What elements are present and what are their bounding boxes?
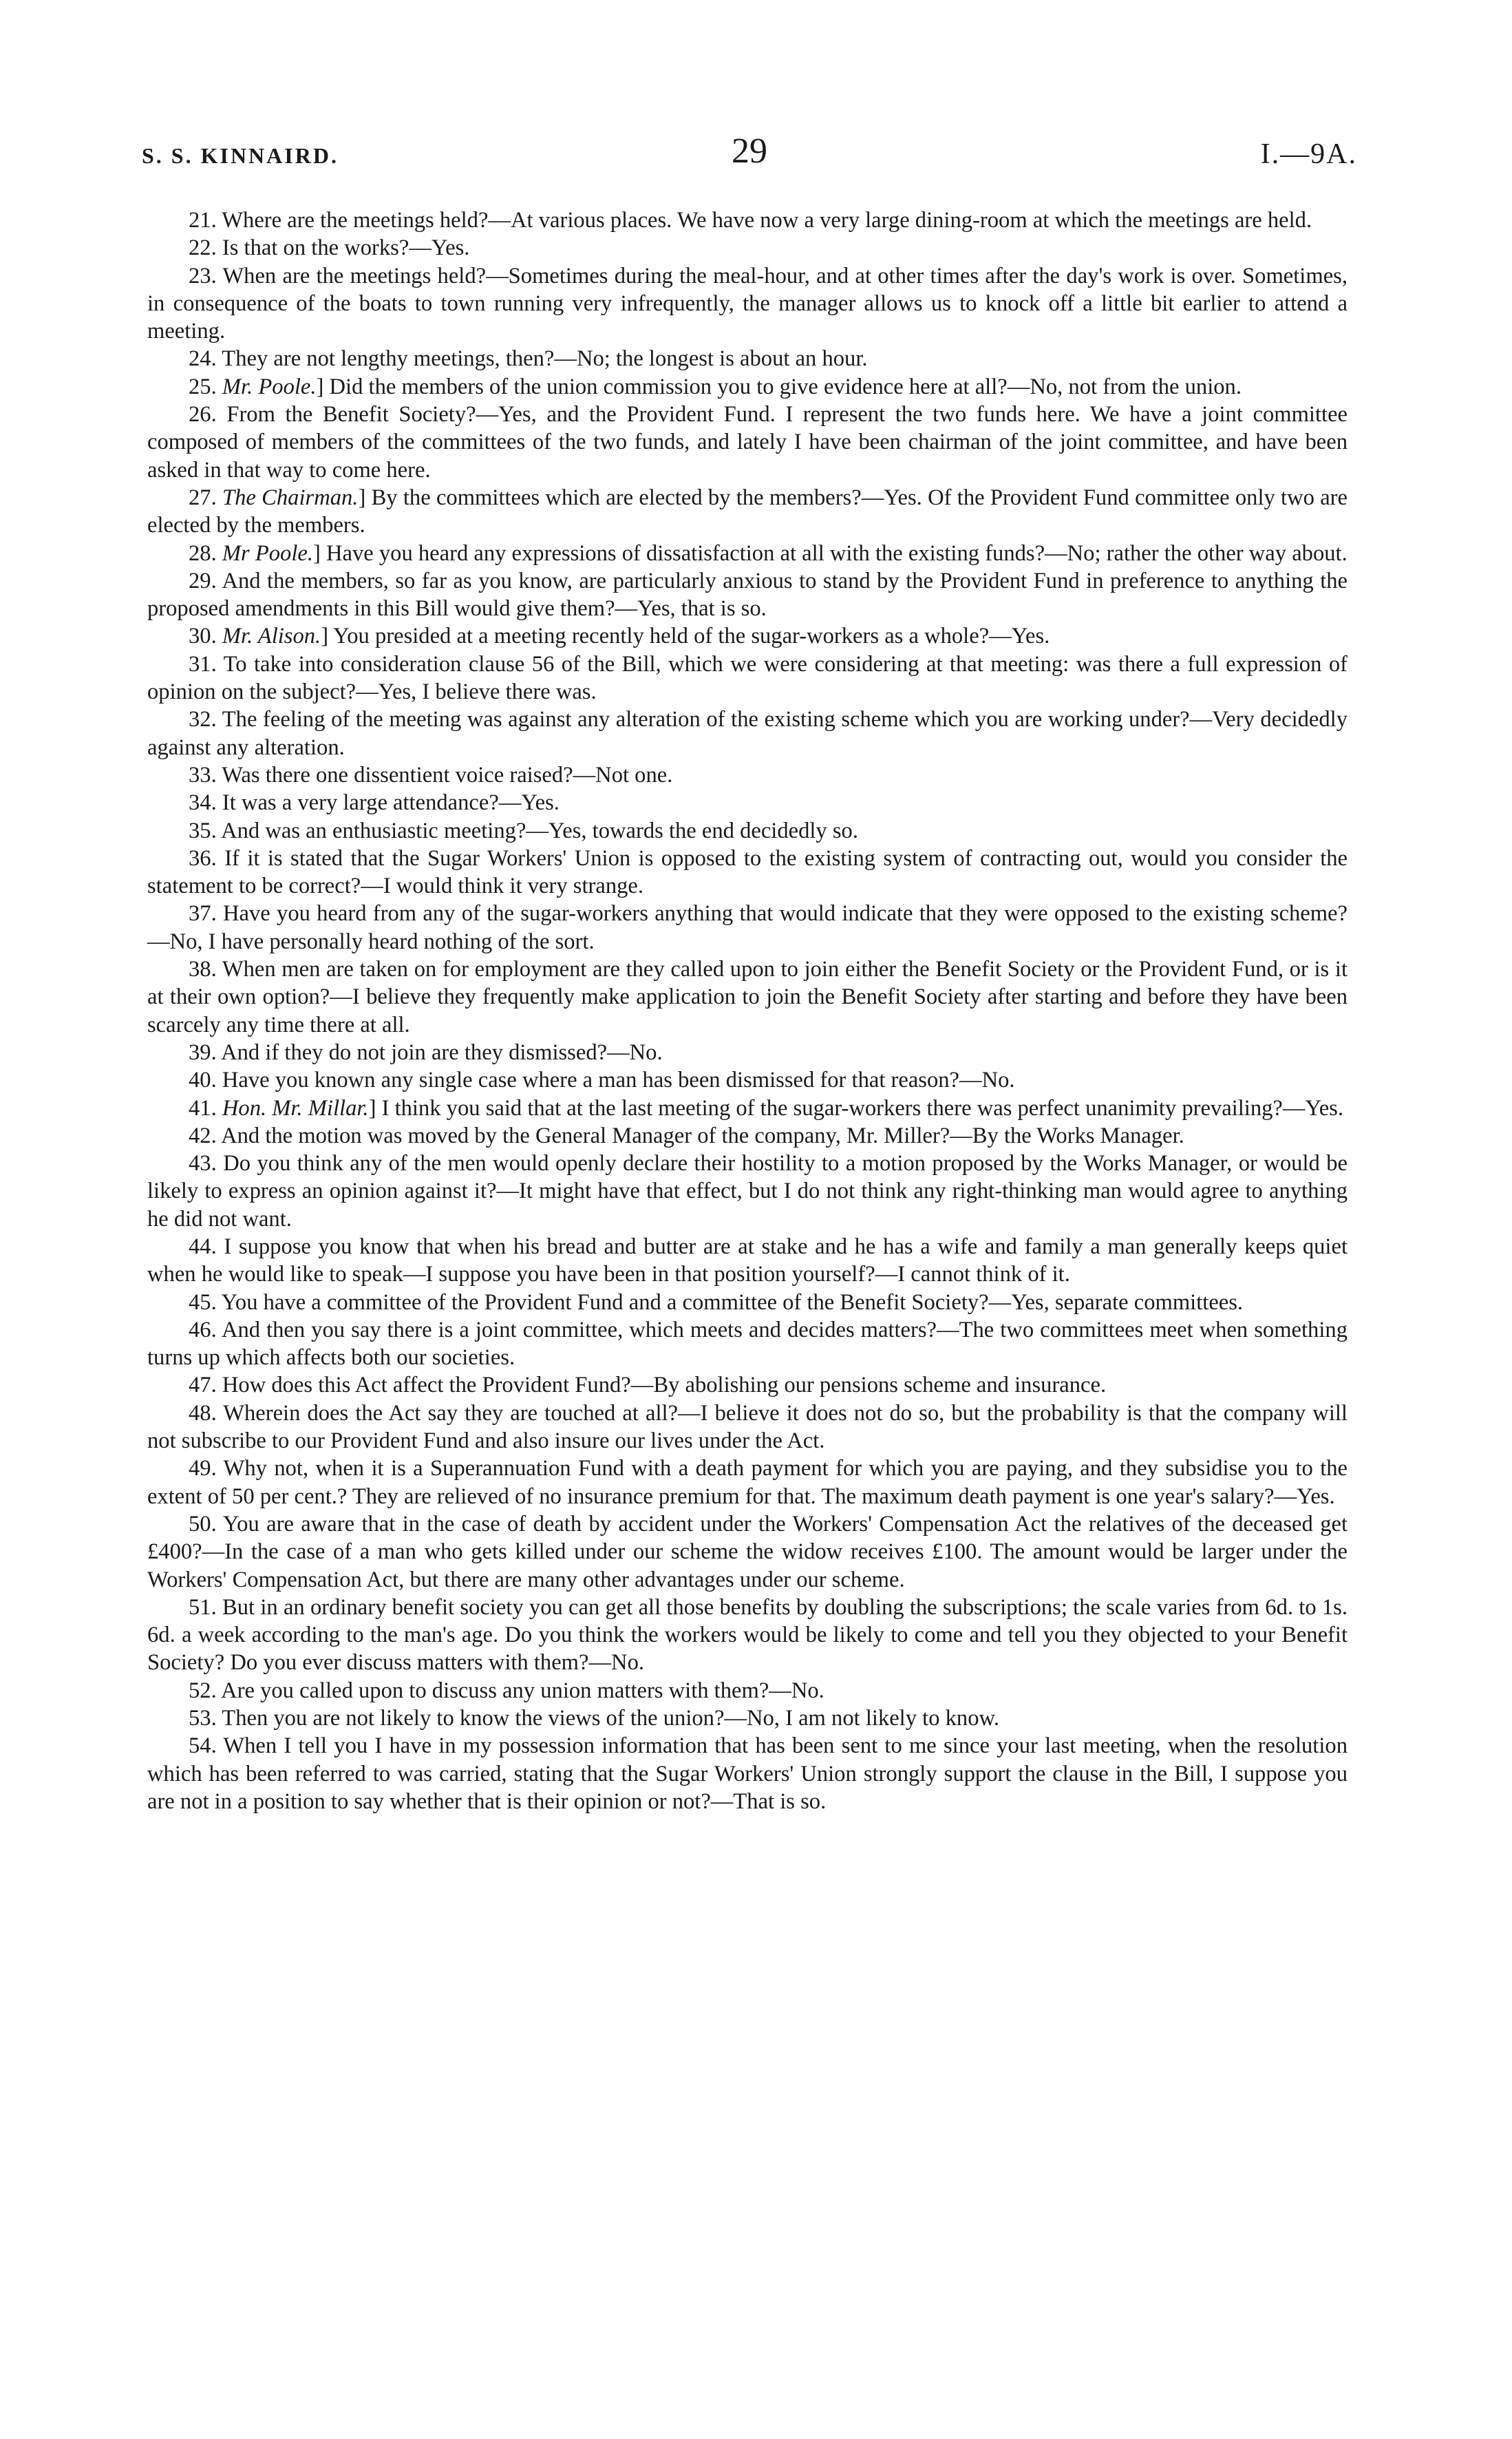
evidence-paragraph <box>147 651 1348 706</box>
question-number: 26. <box>189 402 217 427</box>
question-answer-text: And the members, so far as you know, are particularly anxious to stand by the Provident Fund in preference to anything the proposed amendments in this Bill would give them?—Yes, that is so. <box>147 568 1348 622</box>
speaker-name: Mr Poole. <box>222 540 313 566</box>
question-answer-text: Then you are not likely to know the views of the union?—No, I am not likely to know. <box>222 1706 1000 1731</box>
question-number: 35. <box>189 818 217 843</box>
evidence-paragraph <box>147 1455 1348 1510</box>
question-answer-text: Why not, when it is a Superannuation Fund with a death payment for which you are paying, and they subsidise you to the extent of 50 per cent.? They are relieved of no insurance premium for that. The maximum death payment is one year's salary?—Yes. <box>147 1456 1348 1509</box>
question-answer-text: When are the meetings held?—Sometimes during the meal-hour, and at other times after the day's work is over. Sometimes, in consequence of the boats to town running very infrequently, the manager allows us to knock off a little bit earlier to attend a meeting. <box>147 263 1348 344</box>
question-answer-text: ] Did the members of the union commission you to give evidence here at all?—No, not from the union. <box>316 374 1242 399</box>
evidence-paragraph <box>147 484 1348 540</box>
question-answer-text: Wherein does the Act say they are touched at all?—I believe it does not do so, but the probability is that the company will not subscribe to our Provident Fund and also insure our lives under the Act. <box>147 1400 1348 1454</box>
question-number: 40. <box>189 1068 217 1093</box>
question-answer-text: When men are taken on for employment are they called upon to join either the Benefit Society or the Provident Fund, or is it at their own option?—I believe they frequently make application to join the Benefit Society after starting and before they have been scarcely any time there at all. <box>147 957 1348 1037</box>
question-answer-text: Where are the meetings held?—At various places. We have now a very large dining-room at which the meetings are held. <box>222 208 1312 233</box>
evidence-paragraph <box>147 1289 1348 1316</box>
evidence-paragraph <box>147 761 1348 789</box>
witness-name: S. S. KINNAIRD. <box>142 143 339 168</box>
evidence-paragraph <box>147 373 1348 401</box>
evidence-paragraph <box>147 622 1348 650</box>
question-answer-text: It was a very large attendance?—Yes. <box>222 790 560 816</box>
question-answer-text: When I tell you I have in my possession information that has been sent to me since your last meeting, when the resolution which has been referred to was carried, stating that the Sugar Workers' Union strongly support the clause in the Bill, I suppose you are not in a position to say whether that is their opinion or not?—That is so. <box>147 1733 1348 1814</box>
question-answer-text: Have you known any single case where a man has been dismissed for that reason?—No. <box>222 1068 1015 1093</box>
evidence-paragraph <box>147 1371 1348 1399</box>
evidence-paragraph <box>147 845 1348 900</box>
question-number: 49. <box>189 1456 217 1481</box>
question-number: 52. <box>189 1678 217 1703</box>
question-answer-text: I suppose you know that when his bread and butter are at stake and he has a wife and family a man generally keeps quiet when he would like to speak—I suppose you have been in that position yourself?—I cannot think of it. <box>147 1234 1348 1287</box>
question-number: 43. <box>189 1151 217 1176</box>
question-number: 31. <box>189 651 217 677</box>
question-answer-text: And was an enthusiastic meeting?—Yes, towards the end decidedly so. <box>221 818 858 843</box>
question-number: 38. <box>189 957 217 982</box>
question-answer-text: To take into consideration clause 56 of the Bill, which we were considering at that meeting: was there a full expression of opinion on the subject?—Yes, I believe there was. <box>147 651 1348 705</box>
question-number: 25. <box>189 374 217 399</box>
question-number: 32. <box>189 707 217 732</box>
question-answer-text: The feeling of the meeting was against any alteration of the existing scheme which you are working under?—Very decidedly against any alteration. <box>147 707 1348 760</box>
question-number: 34. <box>189 790 217 816</box>
evidence-paragraph <box>147 1095 1348 1122</box>
question-answer-text: You have a committee of the Provident Fund and a committee of the Benefit Society?—Yes, separate committees. <box>221 1289 1244 1315</box>
question-answer-text: How does this Act affect the Provident Fund?—By abolishing our pensions scheme and insurance. <box>222 1373 1107 1398</box>
question-answer-text: They are not lengthy meetings, then?—No; the longest is about an hour. <box>222 346 868 372</box>
question-answer-text: You are aware that in the case of death by accident under the Workers' Compensation Act the relatives of the deceased get £400?—In the case of a man who gets killed under our scheme the widow receives £100. The amount would be larger under the Workers' Compensation Act, but there are many other advantages under our scheme. <box>147 1511 1348 1592</box>
question-number: 45. <box>189 1289 217 1315</box>
question-number: 51. <box>189 1594 217 1620</box>
evidence-paragraph <box>147 567 1348 623</box>
evidence-paragraph <box>147 817 1348 845</box>
evidence-paragraph <box>147 1039 1348 1066</box>
question-number: 41. <box>189 1095 217 1121</box>
evidence-paragraph <box>147 900 1348 955</box>
question-answer-text: Are you called upon to discuss any union matters with them?—No. <box>221 1678 824 1703</box>
evidence-paragraph <box>147 789 1348 816</box>
question-answer-text: And the motion was moved by the General Manager of the company, Mr. Miller?—By the Works Manager. <box>221 1123 1184 1148</box>
evidence-paragraph <box>147 955 1348 1039</box>
evidence-paragraph <box>147 1150 1348 1233</box>
evidence-paragraph <box>147 540 1348 567</box>
question-answer-text: ] You presided at a meeting recently held of the sugar-workers as a whole?—Yes. <box>321 624 1050 649</box>
question-answer-text: And then you say there is a joint committee, which meets and decides matters?—The two committees meet when something turns up which affects both our societies. <box>147 1317 1348 1371</box>
question-answer-text: ] Have you heard any expressions of dissatisfaction at all with the existing funds?—No; rather the other way about. <box>313 540 1348 566</box>
paper-reference: I.—9A. <box>1260 138 1357 170</box>
question-answer-text: From the Benefit Society?—Yes, and the Provident Fund. I represent the two funds here. We have a joint committee composed of members of the committees of the two funds, and lately I have been chairman of the joint committee, and have been asked in that way to come here. <box>147 402 1348 483</box>
question-number: 53. <box>189 1706 217 1731</box>
evidence-paragraph <box>147 345 1348 372</box>
speaker-name: The Chairman. <box>222 485 359 510</box>
question-number: 27. <box>189 485 217 510</box>
evidence-paragraph <box>147 1122 1348 1150</box>
speaker-name: Mr. Alison. <box>222 624 321 649</box>
question-answer-text: Was there one dissentient voice raised?—Not one. <box>222 762 673 788</box>
question-number: 50. <box>189 1511 217 1537</box>
question-answer-text: Do you think any of the men would openly declare their hostility to a motion proposed by the Works Manager, or would be likely to express an opinion against it?—It might have that effect, but I do not think any right-thinking man would agree to anything he did not want. <box>147 1151 1348 1232</box>
question-number: 28. <box>189 540 217 566</box>
question-number: 36. <box>189 845 217 871</box>
question-number: 39. <box>189 1039 217 1065</box>
question-answer-text: ] I think you said that at the last meeting of the sugar-workers there was perfect unanimity prevailing?—Yes. <box>368 1095 1343 1121</box>
question-number: 44. <box>189 1234 217 1259</box>
question-number: 24. <box>189 346 217 372</box>
question-number: 48. <box>189 1400 217 1426</box>
evidence-paragraph <box>147 401 1348 484</box>
evidence-paragraph <box>147 1704 1348 1732</box>
evidence-body <box>147 207 1348 1815</box>
evidence-paragraph <box>147 1732 1348 1815</box>
question-number: 21. <box>189 208 217 233</box>
question-number: 30. <box>189 624 217 649</box>
evidence-paragraph <box>147 706 1348 761</box>
evidence-paragraph <box>147 1510 1348 1594</box>
page-number: 29 <box>732 131 767 171</box>
question-answer-text: Is that on the works?—Yes. <box>222 235 470 261</box>
page-header <box>142 131 1357 176</box>
evidence-paragraph <box>147 1316 1348 1372</box>
question-answer-text: But in an ordinary benefit society you can get all those benefits by doubling the subscriptions; the scale varies from 6d. to 1s. 6d. a week according to the man's age. Do you think the workers would be likely to come and tell you they objected to your Benefit Society? Do you ever discuss matters with them?—No. <box>147 1594 1348 1676</box>
question-answer-text: ] By the committees which are elected by the members?—Yes. Of the Provident Fund committee only two are elected by the members. <box>147 485 1348 538</box>
question-number: 47. <box>189 1373 217 1398</box>
evidence-paragraph <box>147 207 1348 234</box>
evidence-paragraph <box>147 1233 1348 1289</box>
question-number: 37. <box>189 901 217 927</box>
question-number: 29. <box>189 568 217 593</box>
evidence-paragraph <box>147 262 1348 346</box>
evidence-paragraph <box>147 1400 1348 1455</box>
speaker-name: Hon. Mr. Millar. <box>222 1095 369 1121</box>
speaker-name: Mr. Poole. <box>222 374 317 399</box>
question-number: 33. <box>189 762 217 788</box>
question-answer-text: And if they do not join are they dismissed?—No. <box>221 1039 663 1065</box>
question-number: 23. <box>189 263 217 288</box>
question-number: 42. <box>189 1123 217 1148</box>
evidence-paragraph <box>147 234 1348 262</box>
question-answer-text: If it is stated that the Sugar Workers' Union is opposed to the existing system of contracting out, would you consider the statement to be correct?—I would think it very strange. <box>147 845 1348 899</box>
question-number: 54. <box>189 1733 217 1759</box>
evidence-paragraph <box>147 1066 1348 1094</box>
evidence-paragraph <box>147 1594 1348 1677</box>
question-number: 46. <box>189 1317 217 1342</box>
question-number: 22. <box>189 235 217 261</box>
question-answer-text: Have you heard from any of the sugar-workers anything that would indicate that they were opposed to the existing scheme?—No, I have personally heard nothing of the sort. <box>147 901 1348 954</box>
evidence-paragraph <box>147 1677 1348 1704</box>
